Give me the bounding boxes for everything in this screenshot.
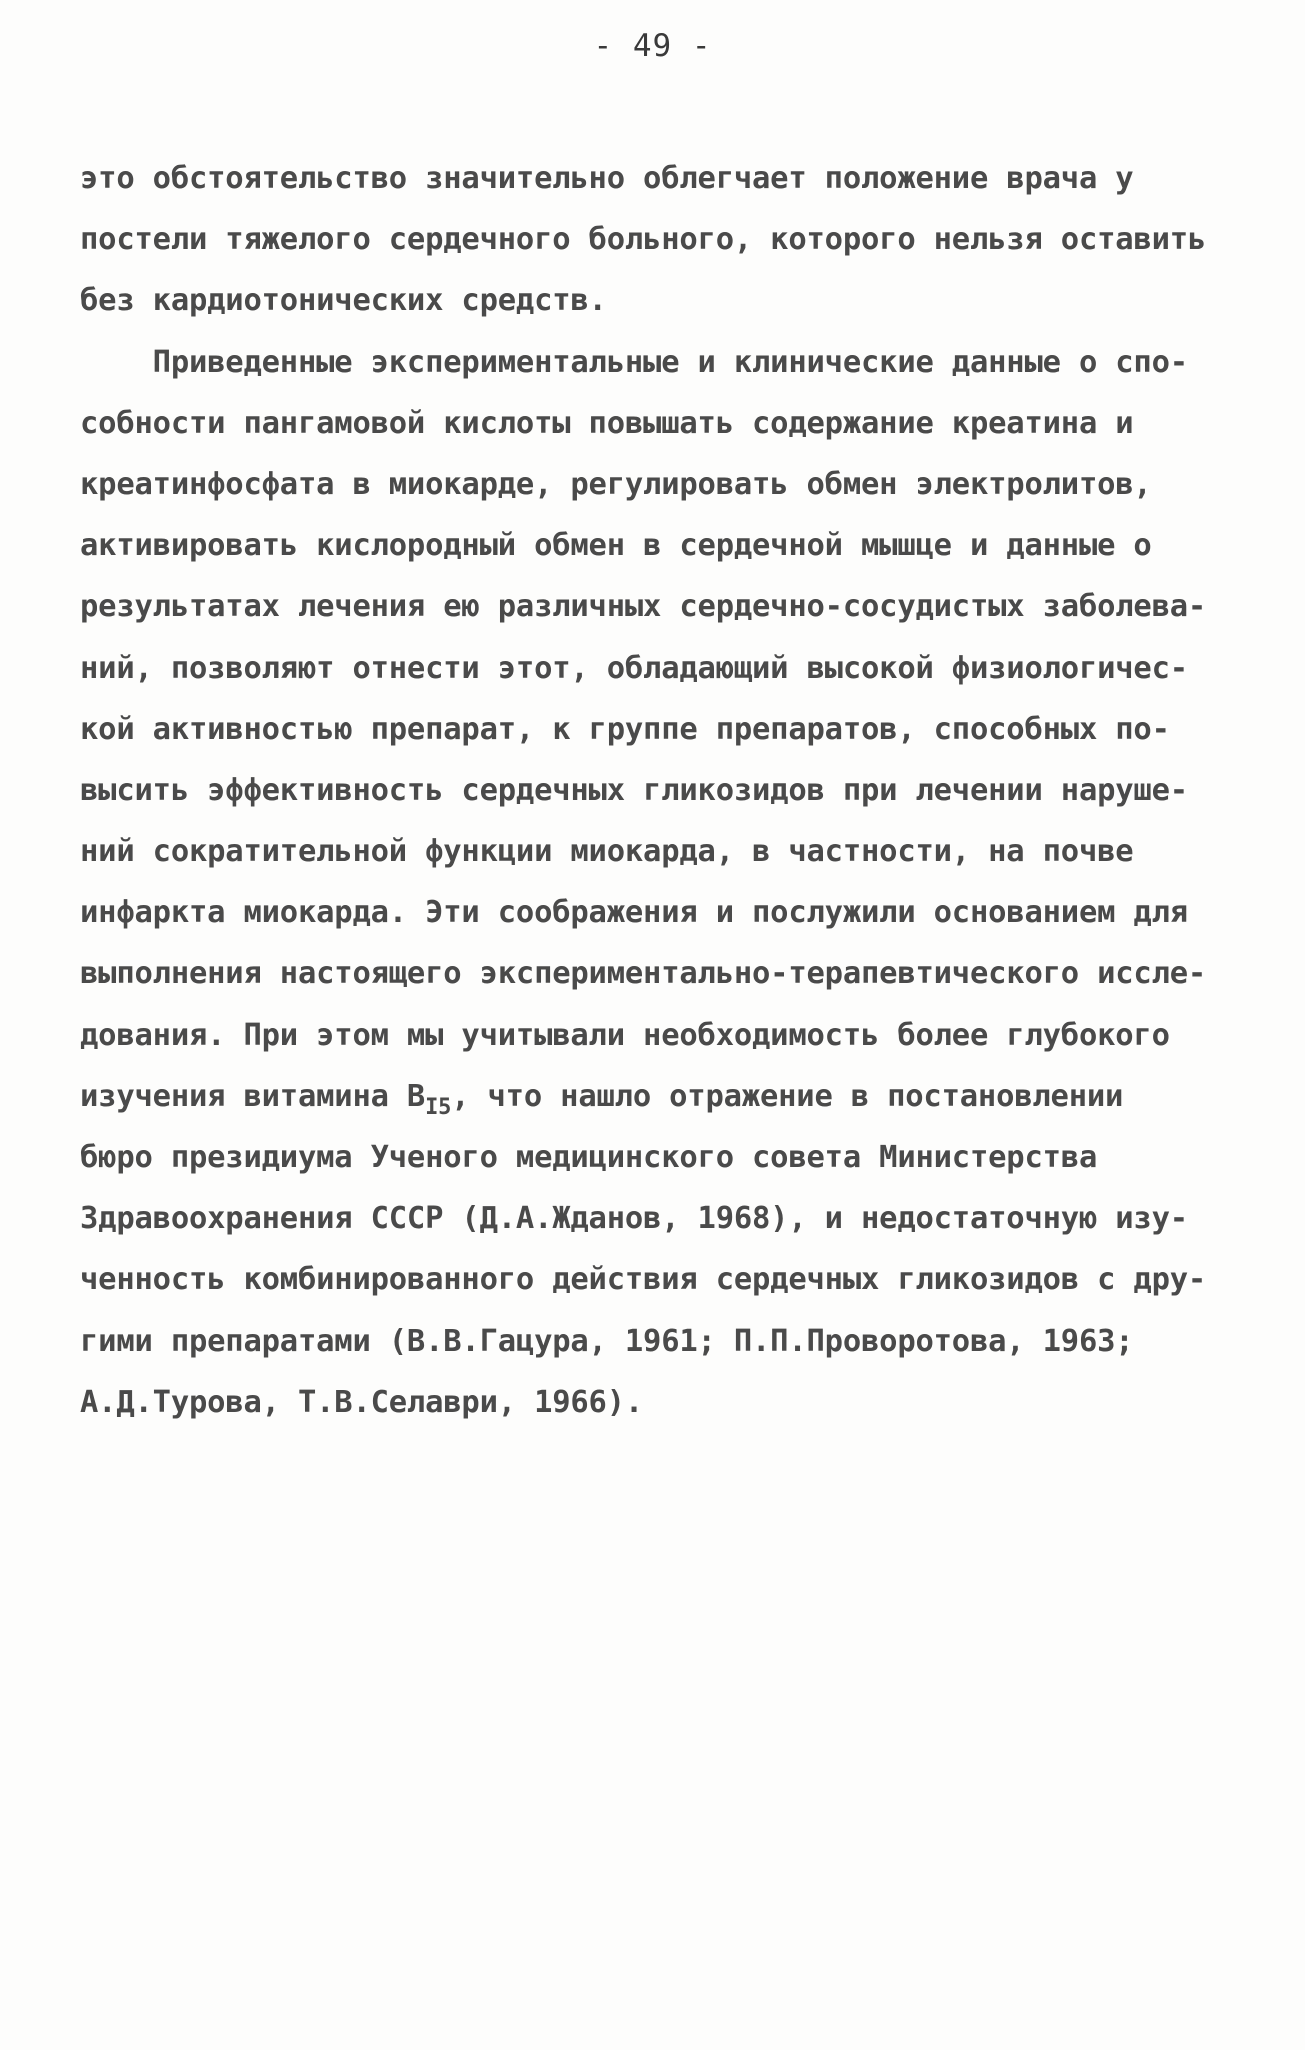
text-line-21: А.Д.Турова, Т.В.Селаври, 1966). — [80, 1384, 644, 1420]
text-line-20: гими препаратами (В.В.Гацура, 1961; П.П.Проворотова, 1963; — [80, 1323, 1134, 1359]
text-line-3: без кардиотонических средств. — [80, 283, 607, 319]
text-line-11: высить эффективность сердечных гликозидов при лечении наруше- — [80, 772, 1188, 808]
text-line-5: собности пангамовой кислоты повышать содержание креатина и — [80, 405, 1134, 441]
text-line-13: инфаркта миокарда. Эти соображения и послужили основанием для — [80, 895, 1188, 931]
text-line-1: это обстоятельство значительно облегчает положение врача у — [80, 161, 1134, 196]
text-line-6: креатинфосфата в миокарде, регулировать обмен электролитов, — [80, 466, 1152, 502]
text-line-19: ченность комбинированного действия сердечных гликозидов с дру- — [80, 1262, 1207, 1298]
text-line-4: Приведенные экспериментальные и клинические данные о спо- — [80, 344, 1188, 380]
text-line-2: постели тяжелого сердечного больного, которого нельзя оставить — [80, 222, 1207, 258]
vitamin-text-after: , что нашло отражение в постановлении — [451, 1078, 1124, 1114]
text-line-18: Здравоохранения СССР (Д.А.Жданов, 1968), и недостаточную изу- — [80, 1201, 1188, 1237]
vitamin-text-before: изучения витамина B — [80, 1078, 426, 1114]
body-text — [80, 148, 1240, 1433]
text-line-9: ний, позволяют отнести этот, обладающий высокой физиологичес- — [80, 650, 1188, 686]
text-line-8: результатах лечения ею различных сердечно-сосудистых заболева- — [80, 589, 1207, 625]
text-line-15: дования. При этом мы учитывали необходимость более глубокого — [80, 1017, 1170, 1053]
vitamin-subscript: I5 — [425, 1094, 452, 1120]
text-line-7: активировать кислородный обмен в сердечной мышце и данные о — [80, 528, 1152, 564]
page-number: - 49 - — [593, 28, 712, 64]
text-line-16 — [80, 1066, 1240, 1127]
text-line-10: кой активностью препарат, к группе препаратов, способных по- — [80, 711, 1170, 747]
text-line-17: бюро президиума Ученого медицинского совета Министерства — [80, 1140, 1098, 1175]
text-line-14: выполнения настоящего экспериментально-терапевтического иссле- — [80, 956, 1207, 992]
text-line-12: ний сократительной функции миокарда, в частности, на почве — [80, 834, 1134, 870]
